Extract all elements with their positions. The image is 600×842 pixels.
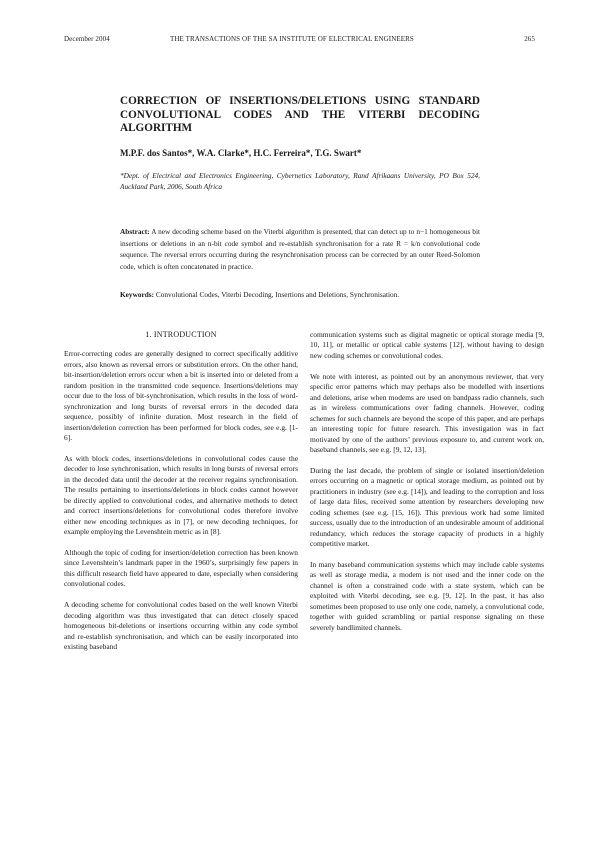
- running-header-journal: THE TRANSACTIONS OF THE SA INSTITUTE OF ELECTRICAL ENGINEERS: [170, 35, 414, 43]
- paragraph: Although the topic of coding for insertion/deletion correction has been known since Levenshtein’s landmark paper in the 1960’s, surprisingly few papers in this difficult research field have appeared to date, especially when considering convolutional codes.: [64, 548, 298, 589]
- page-number: 265: [524, 35, 535, 43]
- paragraph: We note with interest, as pointed out by an anonymous reviewer, that very specific error patterns which may perhaps also be modelled with insertions and deletions, arise when modems are used on bandpass radio channels, such as in wireless communications over fading channels. However, coding schemes for such channels are beyond the scope of this paper, and are perhaps an interesting topic for future research. This investigation was in fact motivated by one of the authors’ previous exposure to, and current work on, baseband channels, see e.g. [9, 12, 13].: [310, 371, 544, 454]
- keywords-label: Keywords:: [120, 290, 155, 299]
- left-column: [64, 330, 298, 663]
- paper-title: CORRECTION OF INSERTIONS/DELETIONS USING STANDARD CONVOLUTIONAL CODES AND THE VITERBI DECODING ALGORITHM: [120, 95, 480, 134]
- affiliation: *Dept. of Electrical and Electronics Engineering, Cybernetics Laboratory, Rand Afrikaans University, PO Box 524, Auckland Park, 2006, South Africa: [120, 171, 480, 191]
- abstract-label: Abstract:: [120, 227, 150, 236]
- paragraph: In many baseband communication systems which may include cable systems as well as storage media, a modem is not used and the inner code on the channel is often a constrained code with a state system, which can be exploited with Viterbi decoding, see e.g. [9, 12]. In the past, it has also sometimes been proposed to use only one code, namely, a convolutional code, together with guided scrambling or partial response signaling on these severely bandlimited channels.: [310, 559, 544, 632]
- paragraph: Error-correcting codes are generally designed to correct specifically additive errors, also known as reversal errors or substitution errors. On the other hand, bit-insertion/deletion errors occur when a bit is inserted into or deleted from a random position in the transmitted code sequence. Insertions/deletions may occur due to the loss of bit-synchronisation, which results in the loss of word-synchronization and long bursts of reversal errors in the decoded data sequence, possibly of infinite duration. Most research in the field of insertion/deletion correction has been performed for block codes, see e.g. [1-6].: [64, 349, 298, 443]
- paragraph: communication systems such as digital magnetic or optical storage media [9, 10, 11], or metallic or optical cable systems [12], without having to design new coding schemes or convolutional codes.: [310, 330, 544, 360]
- keywords-text: Convolutional Codes, Viterbi Decoding, Insertions and Deletions, Synchronisation.: [155, 290, 400, 299]
- paragraph: During the last decade, the problem of single or isolated insertion/deletion errors occurring on a magnetic or optical storage medium, as pointed out by practitioners in industry (see e.g. [14]), and leading to the corruption and loss of large data files, received some attention by researchers developing new coding schemes (see e.g. [15, 16]). This previous work had some limited success, usually due to the introduction of an undesirable amount of additional redundancy, which reduces the storage capacity of products in a highly competitive market.: [310, 465, 544, 549]
- abstract-text: A new decoding scheme based on the Viterbi algorithm is presented, that can detect up to n−1 homogeneous bit insertions or deletions in an n-bit code symbol and re-establish synchronisation for a rate R = k/n convolutional code sequence. The reversal errors occurring during the resynchronisation process can be corrected by an outer Reed-Solomon code, which is often concatenated in practice.: [120, 227, 480, 271]
- authors: M.P.F. dos Santos*, W.A. Clarke*, H.C. Ferreira*, T.G. Swart*: [120, 148, 362, 158]
- right-column: [310, 330, 544, 644]
- running-header-date: December 2004: [64, 35, 110, 43]
- section-heading-introduction: 1. INTRODUCTION: [145, 330, 217, 339]
- paragraph: A decoding scheme for convolutional codes based on the well known Viterbi decoding algorithm was thus investigated that can detect closely spaced homogeneous bit-deletions or insertions occurring within any code symbol and re-establish synchronisation, and which can be easily incorporated into existing baseband: [64, 600, 298, 652]
- paragraph: As with block codes, insertions/deletions in convolutional codes cause the decoder to lose synchronisation, which results in long bursts of reversal errors in the decoded data until the decoder at the receiver regains synchronisation. The results pertaining to insertions/deletions in block codes cannot however be directly applied to convolutional codes, and alternative methods to detect and correct insertions/deletions for convolutional codes therefore involve either new encoding techniques as in [7], or new decoding techniques, for example employing the Levenshtein metric as in [8].: [64, 453, 298, 537]
- keywords: [120, 290, 480, 299]
- abstract: [120, 226, 480, 272]
